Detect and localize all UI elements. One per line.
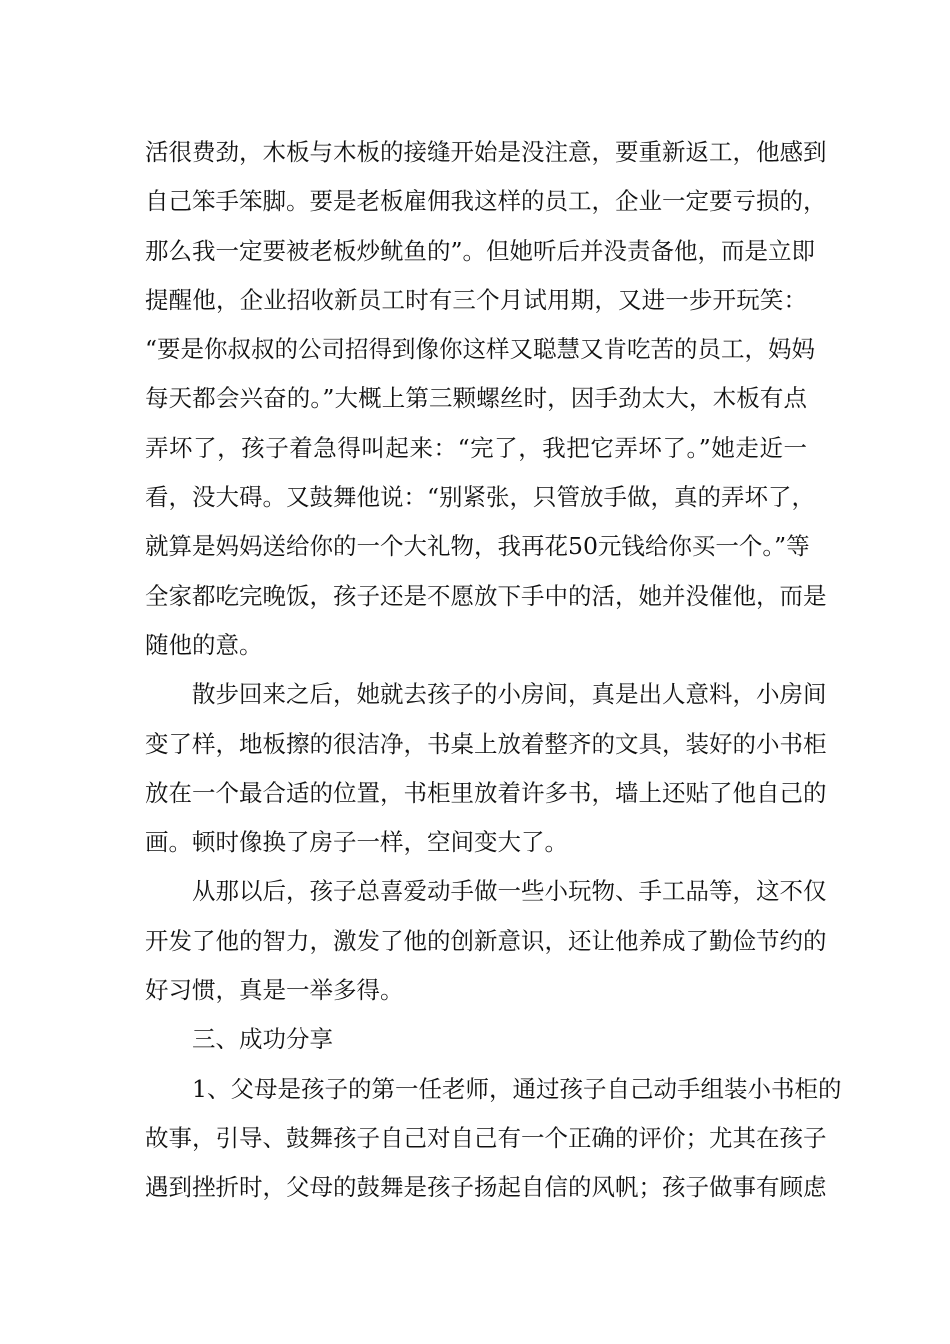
text-line: 就算是妈妈送给你的一个大礼物，我再花50元钱给你买一个。”等 (145, 532, 810, 561)
text-line: 每天都会兴奋的。”大概上第三颗螺丝时，因手劲太大，木板有点 (145, 384, 807, 413)
text-line: 1、父母是孩子的第一任老师，通过孩子自己动手组装小书柜的 (192, 1074, 842, 1103)
text-line: 弄坏了，孩子着急得叫起来：“完了，我把它弄坏了。”她走近一 (145, 433, 807, 462)
paragraph-success-point-1 (145, 1065, 842, 1213)
text-line: “要是你叔叔的公司招得到像你这样又聪慧又肯吃苦的员工，妈妈 (145, 335, 816, 364)
text-line: 提醒他，企业招收新员工时有三个月试用期，又进一步开玩笑： (145, 285, 807, 314)
text-line: 从那以后，孩子总喜爱动手做一些小玩物、手工品等，这不仅 (192, 877, 827, 906)
text-line: 好习惯，真是一举多得。 (145, 976, 404, 1005)
paragraph-room-changed (145, 670, 827, 867)
text-line: 全家都吃完晚饭，孩子还是不愿放下手中的活，她并没催他，而是 (145, 581, 827, 610)
section-heading (145, 1015, 807, 1064)
document-body (145, 128, 842, 1213)
text-line: 那么我一定要被老板炒鱿鱼的”。但她听后并没责备他，而是立即 (145, 236, 816, 265)
text-line: 故事，引导、鼓舞孩子自己对自己有一个正确的评价；尤其在孩子 (145, 1123, 827, 1152)
paragraph-since-then (145, 867, 827, 1015)
text-line: 遇到挫折时，父母的鼓舞是孩子扬起自信的风帆；孩子做事有顾虑 (145, 1173, 827, 1202)
text-line: 开发了他的智力，激发了他的创新意识，还让他养成了勤俭节约的 (145, 926, 827, 955)
text-line: 活很费劲，木板与木板的接缝开始是没注意，要重新返工，他感到 (145, 138, 827, 166)
section-heading-text: 三、成功分享 (192, 1025, 333, 1054)
text-line: 看，没大碍。又鼓舞他说：“别紧张，只管放手做，真的弄坏了， (145, 483, 816, 512)
text-line: 变了样，地板擦的很洁净，书桌上放着整齐的文具，装好的小书柜 (145, 729, 827, 758)
text-line: 放在一个最合适的位置，书柜里放着许多书，墙上还贴了他自己的 (145, 778, 827, 807)
paragraph-story-continuation (145, 128, 827, 670)
text-line: 画。顿时像换了房子一样，空间变大了。 (145, 828, 568, 857)
text-line: 散步回来之后，她就去孩子的小房间，真是出人意料，小房间 (192, 680, 827, 709)
text-line: 自己笨手笨脚。要是老板雇佣我这样的员工，企业一定要亏损的， (145, 187, 827, 216)
text-line: 随他的意。 (145, 630, 263, 659)
